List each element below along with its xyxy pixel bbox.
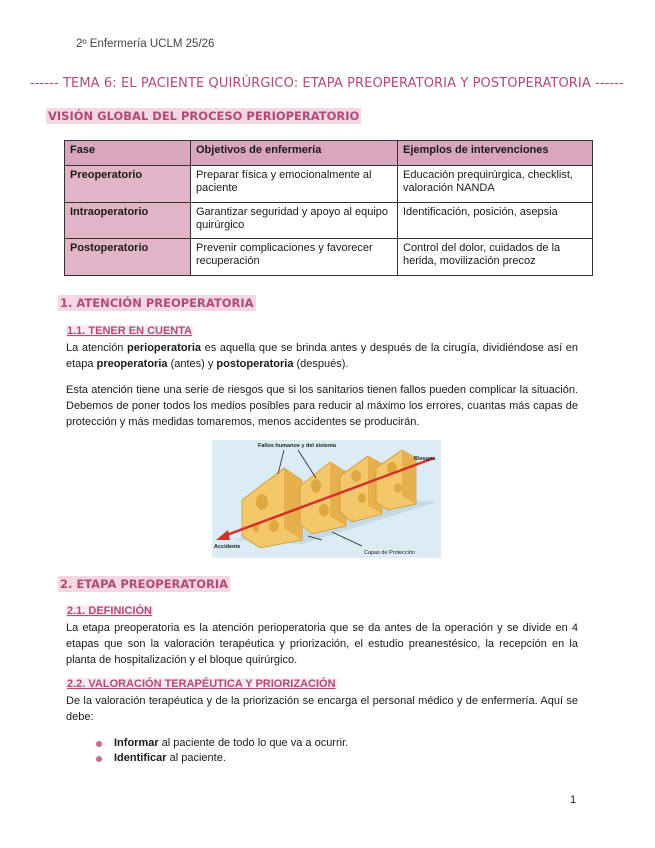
overview-heading: VISIÓN GLOBAL DEL PROCESO PERIOPERATORIO <box>48 109 360 123</box>
text-run: La atención <box>66 342 128 354</box>
figure-label-layers: Capas de Protección <box>364 550 416 556</box>
table-cell-examples: Educación prequirúrgica, checklist, valoración NANDA <box>398 166 593 203</box>
perioperative-phases-table <box>64 140 593 276</box>
bold-term: Informar <box>114 737 159 749</box>
table-cell-objective: Prevenir complicaciones y favorecer recuperación <box>191 239 398 276</box>
figure-label-accidents: Accidente <box>214 544 241 550</box>
table-row <box>65 239 593 276</box>
table-row <box>65 203 593 239</box>
bullet-dot-icon <box>96 756 102 762</box>
text-run: es aquella que se brinda antes y después de la cirugía, dividiéndose así en etapa <box>66 342 579 370</box>
bold-term: preoperatoria <box>96 358 168 370</box>
bold-term: Identificar <box>114 752 167 764</box>
table-header-examples: Ejemplos de intervenciones <box>398 141 593 166</box>
text-run: al paciente de todo lo que va a ocurrir. <box>158 737 349 749</box>
table-cell-examples: Control del dolor, cuidados de la herida, movilización precoz <box>398 239 593 276</box>
text-run: (después). <box>293 358 349 370</box>
paragraph-perioperative-definition <box>66 340 578 372</box>
figure-label-failures: Fallos humanos y del sistema <box>258 443 336 449</box>
text-run: (antes) y <box>167 358 217 370</box>
swiss-cheese-model-figure <box>212 440 441 558</box>
table-cell-phase: Intraoperatorio <box>65 203 191 239</box>
bold-term: postoperatoria <box>216 358 294 370</box>
table-header-objectives: Objetivos de enfermería <box>191 141 398 166</box>
section2-heading: 2. ETAPA PREOPERATORIA <box>60 577 229 591</box>
list-item <box>96 736 348 751</box>
subsection-2-2-heading: 2.2. VALORACIÓN TERAPÉUTICA Y PRIORIZACIÓN <box>67 678 336 690</box>
table-cell-objective: Preparar física y emocionalmente al paciente <box>191 166 398 203</box>
bullet-list <box>96 736 348 766</box>
table-cell-phase: Postoperatorio <box>65 239 191 276</box>
page-number: 1 <box>570 794 577 806</box>
list-item <box>96 751 348 766</box>
table-row <box>65 166 593 203</box>
table-cell-objective: Garantizar seguridad y apoyo al equipo quirúrgico <box>191 203 398 239</box>
paragraph-risks: Esta atención tiene una serie de riesgos que si los sanitarios tienen fallos pueden complicar la situación. Debemos de poner todos los medios posibles para reducir al máximo los errores, cuantas más capas de protección y más medidas tomaremos, menos accidentes se producirán. <box>66 384 578 428</box>
subsection-1-1-heading: 1.1. TENER EN CUENTA <box>67 325 193 337</box>
swiss-cheese-illustration <box>212 440 441 558</box>
subsection-2-1-heading: 2.1. DEFINICIÓN <box>67 605 152 617</box>
paragraph-assessment: De la valoración terapéutica y de la priorización se encarga el personal médico y de enfermería. Aquí se debe: <box>66 695 578 723</box>
table-header-phase: Fase <box>65 141 191 166</box>
table-cell-examples: Identificación, posición, asepsia <box>398 203 593 239</box>
section1-heading: 1. ATENCIÓN PREOPERATORIA <box>60 296 254 310</box>
main-title: ------ TEMA 6: EL PACIENTE QUIRÚRGICO: ETAPA PREOPERATORIA Y POSTOPERATORIA ------ <box>30 76 624 91</box>
bullet-dot-icon <box>96 741 102 747</box>
bold-term: perioperatoria <box>127 342 201 354</box>
table-cell-phase: Preoperatorio <box>65 166 191 203</box>
paragraph-definition: La etapa preoperatoria es la atención perioperatoria que se da antes de la operación y se divide en 4 etapas que son la valoración terapéutica y priorización, el estudio preanestésico, la recepción en la planta de hospitalización y el bloque quirúrgico. <box>66 622 578 666</box>
header-note: 2º Enfermería UCLM 25/26 <box>76 38 215 50</box>
text-run: al paciente. <box>166 752 226 764</box>
figure-label-risks: Riesgos <box>414 456 436 462</box>
table-header-row <box>65 141 593 166</box>
